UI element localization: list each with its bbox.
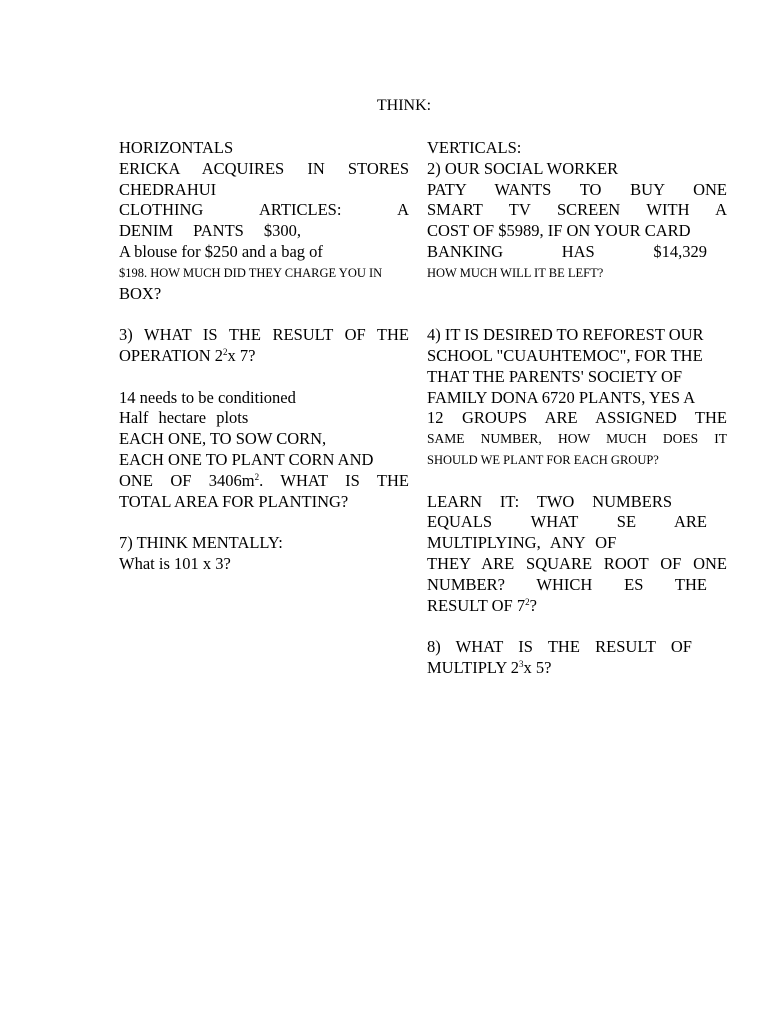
verticals-line: HOW MUCH WILL IT BE LEFT? [427,265,604,280]
verticals-line: THEY ARE SQUARE ROOT OF ONE [427,553,727,573]
line-text: OPERATION 2 [119,345,224,365]
verticals-line [427,284,727,305]
verticals-line: VERTICALS: [427,138,522,157]
horizontals-line [119,367,409,388]
page-title: THINK: [376,97,432,114]
exponent: 2 [223,346,228,357]
verticals-line: 12 GROUPS ARE ASSIGNED THE [427,408,727,428]
exponent: 3 [519,658,524,669]
verticals-column [427,138,727,679]
verticals-line: BANKING HAS $14,329 [427,241,707,261]
verticals-line: NUMBER? WHICH ES THE [427,574,707,594]
horizontals-line: EACH ONE, TO SOW CORN, [119,429,327,449]
horizontals-line: CLOTHING ARTICLES: A [119,200,409,220]
verticals-line: SHOULD WE PLANT FOR EACH GROUP? [427,452,659,467]
verticals-line [427,304,727,325]
line-text: MULTIPLY 2 [427,657,520,677]
verticals-line [427,471,727,492]
horizontals-line [119,471,409,492]
verticals-line: 8) WHAT IS THE RESULT OF [427,637,692,657]
verticals-line: FAMILY DONA 6720 PLANTS, YES A [427,387,696,407]
horizontals-line: A blouse for $250 and a bag of [119,241,323,261]
exponent: 2 [254,471,260,482]
horizontals-line: What is 101 x 3? [119,553,231,573]
verticals-line [427,658,727,679]
line-text: . WHAT IS THE [259,470,409,490]
verticals-line: SAME NUMBER, HOW MUCH DOES IT [427,431,727,447]
horizontals-line: 3) WHAT IS THE RESULT OF THE [119,325,409,345]
line-text: ONE OF 3406m [119,470,255,490]
verticals-line: EQUALS WHAT SE ARE [427,512,707,532]
line-text: x 5? [523,657,552,677]
verticals-line: SMART TV SCREEN WITH A [427,200,727,220]
verticals-line [427,596,727,617]
horizontals-line: TOTAL AREA FOR PLANTING? [119,491,349,511]
verticals-line: 2) OUR SOCIAL WORKER [427,158,619,178]
verticals-line: SCHOOL "CUAUHTEMOC", FOR THE [427,345,703,365]
line-text: ? [529,595,537,615]
verticals-line: THAT THE PARENTS' SOCIETY OF [427,366,683,386]
verticals-line: 4) IT IS DESIRED TO REFOREST OUR [427,325,704,345]
line-text: x 7? [227,345,256,365]
horizontals-line: Half hectare plots [119,408,249,428]
horizontals-column [119,138,409,575]
horizontals-line: HORIZONTALS [119,138,234,157]
horizontals-line: ERICKA ACQUIRES IN STORES [119,158,409,178]
verticals-line: PATY WANTS TO BUY ONE [427,179,727,199]
verticals-line [427,616,727,637]
horizontals-line [119,512,409,533]
horizontals-line: BOX? [119,283,162,303]
horizontals-line [119,304,409,325]
verticals-line: LEARN IT: TWO NUMBERS [427,491,672,511]
verticals-line: MULTIPLYING, ANY OF [427,533,617,553]
horizontals-line: CHEDRAHUI [119,179,217,199]
exponent: 2 [525,596,530,607]
horizontals-line: $198. HOW MUCH DID THEY CHARGE YOU IN [119,265,383,280]
horizontals-line: 14 needs to be conditioned [119,387,296,407]
horizontals-line [119,346,409,367]
line-text: RESULT OF 7 [427,595,526,615]
horizontals-line: DENIM PANTS $300, [119,221,301,241]
horizontals-line: 7) THINK MENTALLY: [119,533,283,553]
verticals-line: COST OF $5989, IF ON YOUR CARD [427,221,691,241]
horizontals-line: EACH ONE TO PLANT CORN AND [119,449,374,469]
